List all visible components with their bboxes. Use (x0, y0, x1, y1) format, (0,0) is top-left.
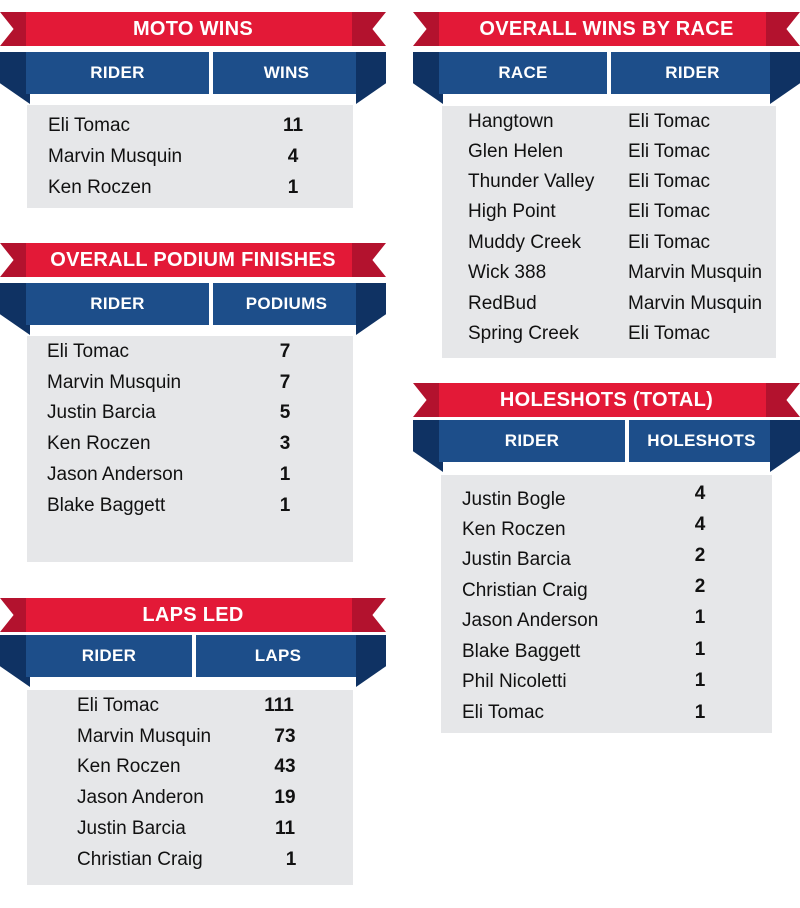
podiums-title: OVERALL PODIUM FINISHES (26, 243, 360, 277)
laps-value: 1 (285, 849, 297, 870)
holeshots-value: 2 (694, 545, 706, 566)
moto-wins-panel (0, 12, 386, 212)
podiums-value: 7 (279, 341, 291, 362)
column-header-rider: RIDER (26, 283, 209, 325)
holeshots-title-banner (413, 383, 800, 417)
rider-name: Phil Nicoletti (462, 671, 567, 692)
table-row (442, 289, 776, 319)
wins-by-race-table-body (442, 106, 776, 358)
winner-name: Eli Tomac (628, 141, 711, 162)
podiums-panel (0, 243, 386, 565)
laps-led-title-banner (0, 598, 386, 632)
header-right-wing (770, 52, 800, 104)
podiums-table-body (27, 336, 353, 562)
banner-right-wing (352, 598, 386, 632)
wins-by-race-title: OVERALL WINS BY RACE (439, 12, 774, 46)
column-header-holeshots: HOLESHOTS (629, 420, 774, 462)
table-row (442, 137, 776, 167)
table-row (27, 460, 353, 490)
race-name: Thunder Valley (468, 171, 595, 192)
holeshots-title: HOLESHOTS (TOTAL) (439, 383, 774, 417)
rider-name: Justin Barcia (462, 549, 571, 570)
holeshots-value: 4 (694, 483, 706, 504)
banner-right-wing (766, 12, 800, 46)
table-row (442, 107, 776, 137)
header-right-wing (356, 52, 386, 104)
holeshots-value: 1 (694, 702, 706, 723)
rider-name: Justin Barcia (77, 818, 186, 839)
rider-name: Ken Roczen (77, 756, 181, 777)
rider-name: Eli Tomac (47, 341, 130, 362)
winner-name: Eli Tomac (628, 171, 711, 192)
column-header-podiums: PODIUMS (213, 283, 360, 325)
moto-wins-header (0, 52, 386, 104)
laps-led-title: LAPS LED (26, 598, 360, 632)
table-row (442, 197, 776, 227)
banner-right-wing (352, 12, 386, 46)
table-row (441, 606, 772, 636)
race-name: RedBud (468, 293, 537, 314)
column-header-rider: RIDER (26, 52, 209, 94)
table-row (27, 337, 353, 367)
rider-name: Blake Baggett (462, 641, 581, 662)
table-row (27, 398, 353, 428)
holeshots-value: 1 (694, 639, 706, 660)
table-row (27, 691, 353, 721)
wins-by-race-panel (413, 12, 800, 362)
podiums-value: 5 (279, 402, 291, 423)
table-row (27, 111, 353, 141)
rider-name: Blake Baggett (47, 495, 166, 516)
table-row (27, 368, 353, 398)
moto-wins-table-body (27, 105, 353, 208)
wins-by-race-header (413, 52, 800, 104)
rider-name: Marvin Musquin (48, 146, 183, 167)
table-row (442, 319, 776, 349)
moto-wins-title: MOTO WINS (26, 12, 360, 46)
rider-name: Eli Tomac (462, 702, 545, 723)
rider-name: Eli Tomac (77, 695, 160, 716)
banner-right-wing (352, 243, 386, 277)
table-row (27, 783, 353, 813)
laps-led-table-body (27, 690, 353, 885)
podiums-value: 7 (279, 372, 291, 393)
table-row (27, 429, 353, 459)
holeshots-header (413, 420, 800, 472)
winner-name: Eli Tomac (628, 201, 711, 222)
race-name: Muddy Creek (468, 232, 581, 253)
holeshots-value: 4 (694, 514, 706, 535)
table-row (441, 545, 772, 575)
column-header-rider: RIDER (26, 635, 192, 677)
winner-name: Marvin Musquin (628, 262, 763, 283)
banner-right-wing (766, 383, 800, 417)
podiums-header (0, 283, 386, 335)
rider-name: Jason Anderson (47, 464, 184, 485)
laps-value: 11 (274, 818, 296, 839)
podiums-title-banner (0, 243, 386, 277)
rider-name: Christian Craig (77, 849, 203, 870)
podiums-value: 1 (279, 464, 291, 485)
rider-name: Ken Roczen (47, 433, 151, 454)
race-name: High Point (468, 201, 556, 222)
rider-name: Jason Anderson (462, 610, 599, 631)
rider-name: Ken Roczen (462, 519, 566, 540)
column-header-rider: RIDER (439, 420, 625, 462)
winner-name: Marvin Musquin (628, 293, 763, 314)
table-row (442, 258, 776, 288)
laps-led-header (0, 635, 386, 687)
table-row (27, 491, 353, 521)
rider-name: Marvin Musquin (77, 726, 212, 747)
winner-name: Eli Tomac (628, 232, 711, 253)
laps-value: 43 (274, 756, 296, 777)
rider-name: Eli Tomac (48, 115, 131, 136)
table-row (442, 167, 776, 197)
column-header-laps: LAPS (196, 635, 360, 677)
podiums-value: 3 (279, 433, 291, 454)
race-name: Wick 388 (468, 262, 547, 283)
rider-name: Ken Roczen (48, 177, 152, 198)
winner-name: Eli Tomac (628, 111, 711, 132)
header-right-wing (356, 635, 386, 687)
table-row (27, 142, 353, 172)
wins-value: 11 (282, 115, 304, 136)
laps-value: 111 (264, 695, 294, 716)
moto-wins-title-banner (0, 12, 386, 46)
table-row (442, 228, 776, 258)
column-header-race: RACE (439, 52, 607, 94)
table-row (27, 173, 353, 203)
header-right-wing (770, 420, 800, 472)
rider-name: Justin Bogle (462, 489, 566, 510)
race-name: Hangtown (468, 111, 554, 132)
table-row (27, 814, 353, 844)
column-header-wins: WINS (213, 52, 360, 94)
wins-value: 1 (287, 177, 299, 198)
rider-name: Marvin Musquin (47, 372, 182, 393)
laps-led-panel (0, 598, 386, 888)
table-row (27, 722, 353, 752)
wins-value: 4 (287, 146, 299, 167)
table-row (441, 637, 772, 667)
holeshots-value: 1 (694, 607, 706, 628)
table-row (27, 752, 353, 782)
rider-name: Christian Craig (462, 580, 588, 601)
winner-name: Eli Tomac (628, 323, 711, 344)
table-row (27, 845, 353, 875)
wins-by-race-title-banner (413, 12, 800, 46)
holeshots-table-body (441, 475, 772, 733)
rider-name: Justin Barcia (47, 402, 156, 423)
holeshots-panel (413, 383, 800, 739)
laps-value: 73 (274, 726, 296, 747)
race-name: Glen Helen (468, 141, 564, 162)
table-row (441, 698, 772, 728)
holeshots-value: 1 (694, 670, 706, 691)
header-right-wing (356, 283, 386, 335)
table-row (441, 667, 772, 697)
holeshots-value: 2 (694, 576, 706, 597)
column-header-rider: RIDER (611, 52, 774, 94)
podiums-value: 1 (279, 495, 291, 516)
race-name: Spring Creek (468, 323, 579, 344)
table-row (441, 576, 772, 606)
rider-name: Jason Anderon (77, 787, 204, 808)
laps-value: 19 (274, 787, 296, 808)
